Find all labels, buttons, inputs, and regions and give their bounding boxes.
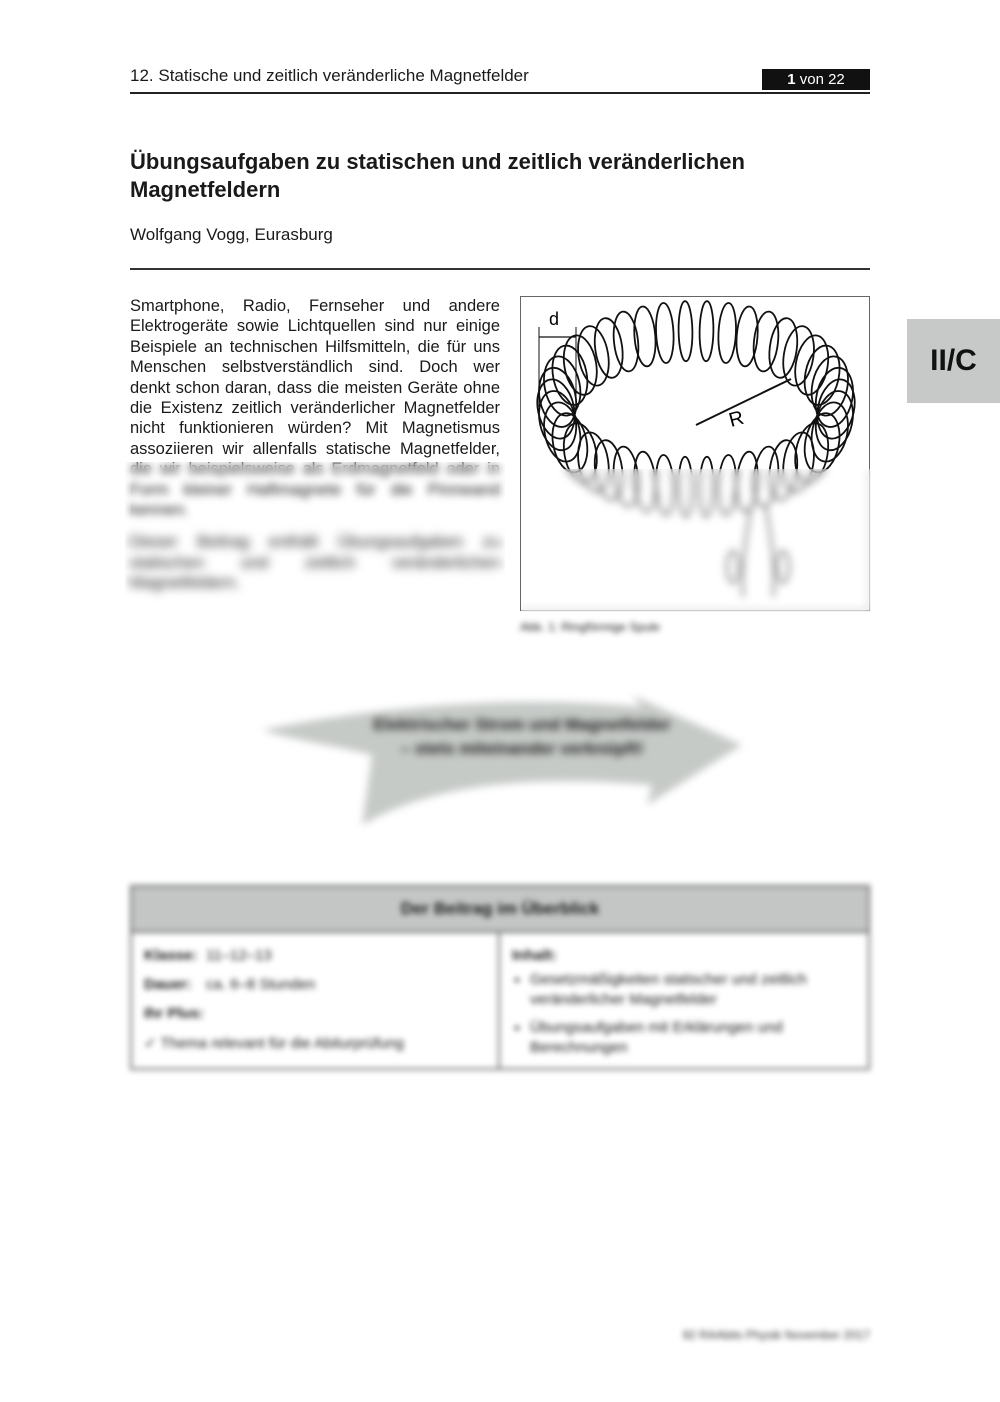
dauer-value: ca. 6–8 Stunden [206,976,316,993]
coil-winding [678,301,693,361]
label-d: d [549,309,560,329]
figure-frame [520,296,870,611]
blur-overlay-figure [521,469,871,612]
inhalt-list [512,970,856,1058]
coil-winding [800,410,844,475]
label-r: R [726,406,747,432]
blur-overlay-intro [125,462,505,622]
header-title: 12. Statische und zeitlich veränderliche Magnetfelder [130,66,529,85]
klasse-label: Klasse: [144,947,198,964]
coil-winding [548,410,592,475]
coil-winding [717,303,737,364]
coil-winding [539,353,585,419]
section-tab: II/C [907,319,1000,403]
coil-winding [699,301,714,361]
figure-caption: Abb. 1: Ringförmige Spule [520,620,661,634]
arrow-banner [262,695,742,830]
overview-box [130,885,870,1070]
coil-winding [611,310,641,372]
plus-label: Ihr Plus: [144,1005,205,1022]
intro-paragraph-1: Smartphone, Radio, Fernseher und andere Elektrogeräte sowie Lichtquellen sind nur einige Beispiele an technischen Hilfsmitteln, die für uns Menschen selbstverständlich sind. Doch wer denkt schon daran, dass die meisten Geräte ohne die Existenz zeitlich veränderlicher Magnetfelder nicht funktionieren würden? Mit Magnetismus assoziieren wir allenfalls statische Magnetfelder, die wir beispielsweise als Erdmagnetfeld oder in Form kleiner Haftmagnete für die Pinnwand kennen. [130,297,500,520]
page-indicator [762,69,870,90]
overview-left [132,933,500,1068]
inhalt-item: • Gesetzmäßigkeiten statischer und zeitlich veränderlicher Magnetfelder [530,970,856,1010]
intro-paragraph-2: Dieser Beitrag enthält Übungsaufgaben zu statischen und zeitlich veränderlichen Magnetfeldern. [130,533,500,593]
overview-heading: Der Beitrag im Überblick [132,887,868,933]
inhalt-item: • Übungsaufgaben mit Erklärungen und Berechnungen [530,1018,856,1058]
document-title: Übungsaufgaben zu statischen und zeitlich veränderlichen Magnetfeldern [130,149,745,202]
footer-text: 92 RAAbits Physik November 2017 [682,1328,870,1342]
coil-winding [751,310,781,372]
running-header [130,66,870,94]
coil-winding [807,353,853,419]
page-number: 1 [787,71,796,88]
author-line: Wolfgang Vogg, Eurasburg [130,225,333,244]
coil-winding [655,303,675,364]
arrow-text: Elektrischer Strom und Magnetfelder – stets miteinander verknüpft! [373,715,671,758]
title-divider [130,268,870,270]
coil-winding [800,343,844,408]
overview-right [500,933,868,1068]
klasse-value: 11–12–13 [206,947,272,964]
dauer-label: Dauer: [144,976,192,993]
inhalt-label: Inhalt: [512,947,557,964]
coil-winding [548,343,592,408]
coil-winding [632,306,657,367]
page-total: von 22 [795,71,845,88]
coil-winding [734,306,759,367]
plus-item: ✓ Thema relevant für die Abiturprüfung [144,1035,404,1052]
